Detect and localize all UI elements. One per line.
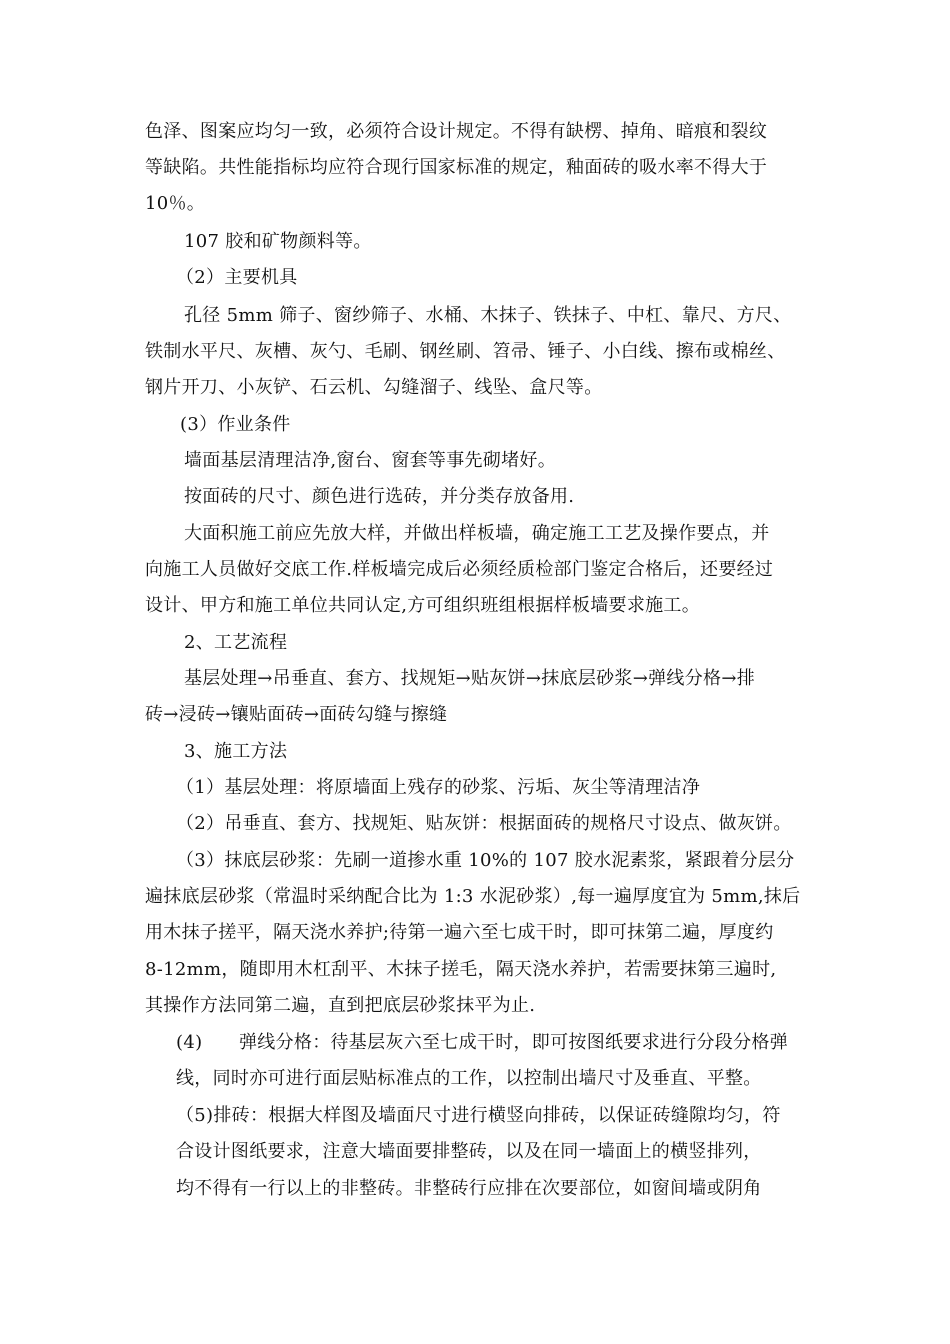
text-line: （5)排砖：根据大样图及墙面尺寸进行横竖向排砖，以保证砖缝隙均匀，符: [176, 1105, 781, 1126]
text-line: （1）基层处理：将原墙面上残存的砂浆、污垢、灰尘等清理洁净: [176, 777, 701, 798]
text-line: 遍抹底层砂浆（常温时采纳配合比为 1:3 水泥砂浆）,每一遍厚度宜为 5mm,抹后: [145, 886, 801, 907]
text-line: 铁制水平尺、灰槽、灰勺、毛刷、钢丝刷、笤帚、锤子、小白线、擦布或棉丝、: [145, 341, 786, 362]
section-heading: （2）主要机具: [176, 267, 298, 288]
text-line: 基层处理→吊垂直、套方、找规矩→贴灰饼→抹底层砂浆→弹线分格→排: [184, 668, 756, 689]
text-line: 均不得有一行以上的非整砖。非整砖行应排在次要部位，如窗间墙或阴角: [176, 1178, 762, 1199]
text-line: 线，同时亦可进行面层贴标准点的工作，以控制出墙尺寸及垂直、平整。: [176, 1068, 762, 1089]
text-line: 色泽、图案应均匀一致，必须符合设计规定。不得有缺楞、掉角、暗痕和裂纹: [145, 121, 768, 142]
text-line: （2）吊垂直、套方、找规矩、贴灰饼：根据面砖的规格尺寸设点、做灰饼。: [176, 813, 792, 834]
text-line: 用木抹子搓平，隔天浇水养护;待第一遍六至七成干时，即可抹第二遍，厚度约: [145, 922, 774, 943]
text-line: 合设计图纸要求，注意大墙面要排整砖，以及在同一墙面上的横竖排列，: [176, 1141, 762, 1162]
text-line: 其操作方法同第二遍，直到把底层砂浆抹平为止.: [145, 995, 536, 1016]
text-line: (4) 弹线分格：待基层灰六至七成干时，即可按图纸要求进行分段分格弹: [176, 1032, 788, 1053]
text-line: 钢片开刀、小灰铲、石云机、勾缝溜子、线坠、盒尺等。: [145, 377, 603, 398]
section-heading: (3）作业条件: [180, 414, 291, 435]
text-line: 等缺陷。共性能指标均应符合现行国家标准的规定，釉面砖的吸水率不得大于: [145, 157, 768, 178]
text-line: 8-12mm，随即用木杠刮平、木抹子搓毛，隔天浇水养护，若需要抹第三遍时,: [145, 959, 777, 980]
text-line: 砖→浸砖→镶贴面砖→面砖勾缝与擦缝: [145, 704, 448, 725]
text-line: 孔径 5mm 筛子、窗纱筛子、水桶、木抹子、铁抹子、中杠、靠尺、方尺、: [184, 305, 792, 326]
section-heading: 3、施工方法: [184, 741, 288, 762]
text-line: 向施工人员做好交底工作.样板墙完成后必须经质检部门鉴定合格后，还要经过: [145, 559, 774, 580]
text-line: 10％。: [145, 193, 206, 214]
text-line: 107 胶和矿物颜料等。: [184, 231, 372, 252]
text-line: 墙面基层清理洁净,窗台、窗套等事先砌堵好。: [184, 450, 557, 471]
text-line: 按面砖的尺寸、颜色进行选砖，并分类存放备用.: [184, 486, 575, 507]
text-line: （3）抹底层砂浆：先刷一道掺水重 10%的 107 胶水泥素浆，紧跟着分层分: [176, 850, 795, 871]
text-line: 设计、甲方和施工单位共同认定,方可组织班组根据样板墙要求施工。: [145, 595, 701, 616]
text-line: 大面积施工前应先放大样，并做出样板墙，确定施工工艺及操作要点，并: [184, 523, 770, 544]
section-heading: 2、工艺流程: [184, 632, 288, 653]
